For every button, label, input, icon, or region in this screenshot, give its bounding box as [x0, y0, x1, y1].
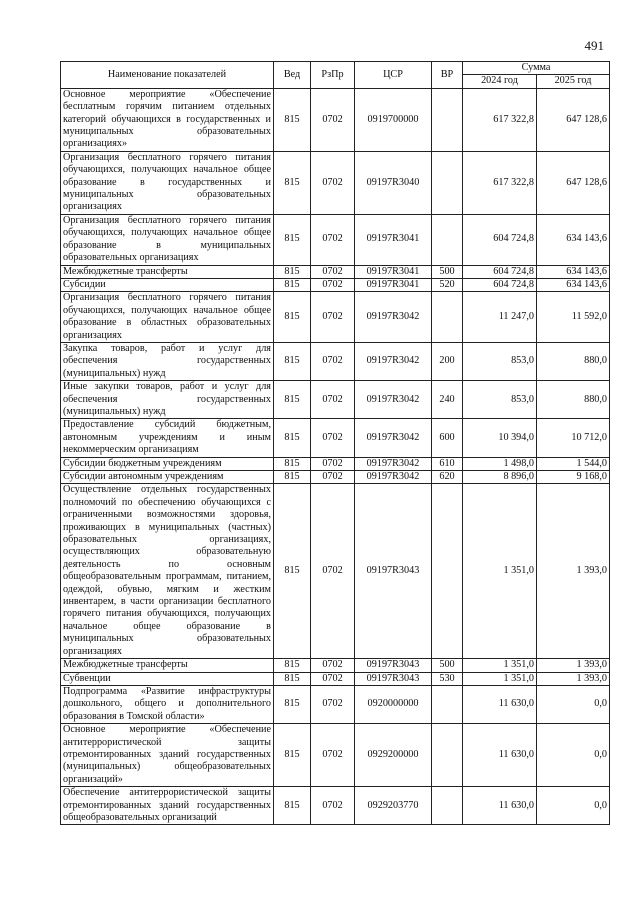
budget-table [60, 61, 610, 825]
cell-name: Организация бесплатного горячего питания обучающихся, получающих начальное общее образование в государственных и муниципальных образовательных организациях [61, 151, 274, 214]
cell-vr [432, 484, 463, 659]
cell-csr: 09197R3042 [355, 471, 432, 484]
cell-y2024: 853,0 [463, 381, 537, 419]
table-row [61, 88, 610, 151]
header-csr: ЦСР [355, 62, 432, 89]
cell-ved: 815 [274, 214, 311, 265]
cell-y2025: 647 128,6 [537, 151, 610, 214]
cell-ved: 815 [274, 342, 311, 380]
cell-rzpr: 0702 [311, 659, 355, 672]
cell-y2025: 634 143,6 [537, 265, 610, 278]
cell-name: Субсидии бюджетным учреждениям [61, 457, 274, 470]
cell-rzpr: 0702 [311, 278, 355, 291]
cell-y2025: 0,0 [537, 685, 610, 723]
cell-rzpr: 0702 [311, 457, 355, 470]
cell-rzpr: 0702 [311, 724, 355, 787]
header-year-2025: 2025 год [537, 75, 610, 88]
cell-y2025: 647 128,6 [537, 88, 610, 151]
cell-csr: 09197R3040 [355, 151, 432, 214]
cell-vr [432, 88, 463, 151]
cell-y2024: 617 322,8 [463, 151, 537, 214]
cell-y2024: 1 351,0 [463, 659, 537, 672]
cell-y2025: 10 712,0 [537, 419, 610, 457]
table-row [61, 457, 610, 470]
cell-y2024: 604 724,8 [463, 278, 537, 291]
cell-ved: 815 [274, 457, 311, 470]
cell-vr: 200 [432, 342, 463, 380]
cell-y2025: 1 393,0 [537, 672, 610, 685]
cell-ved: 815 [274, 724, 311, 787]
table-row [61, 672, 610, 685]
cell-vr [432, 724, 463, 787]
header-vr: ВР [432, 62, 463, 89]
cell-y2025: 880,0 [537, 381, 610, 419]
cell-csr: 09197R3041 [355, 214, 432, 265]
cell-ved: 815 [274, 419, 311, 457]
table-row [61, 484, 610, 659]
cell-name: Закупка товаров, работ и услуг для обеспечения государственных (муниципальных) нужд [61, 342, 274, 380]
cell-y2025: 880,0 [537, 342, 610, 380]
cell-y2024: 11 630,0 [463, 724, 537, 787]
table-row [61, 787, 610, 825]
cell-rzpr: 0702 [311, 88, 355, 151]
cell-csr: 09197R3042 [355, 419, 432, 457]
cell-name: Субсидии [61, 278, 274, 291]
cell-ved: 815 [274, 381, 311, 419]
cell-y2025: 11 592,0 [537, 292, 610, 343]
cell-y2024: 1 351,0 [463, 672, 537, 685]
cell-y2024: 11 630,0 [463, 787, 537, 825]
cell-name: Осуществление отдельных государственных полномочий по обеспечению обучающихся с ограниченными возможностями здоровья, проживающих в муниципальных (частных) образовательных организациях, осуществляющих образовательную деятельность по основным общеобразовательным программам, питанием, одеждой, обувью, мягким и жестким инвентарем, в части организации бесплатного горячего питания обучающихся, получающих начальное общее образование в муниципальных образовательных организациях [61, 484, 274, 659]
cell-y2025: 0,0 [537, 787, 610, 825]
table-row [61, 685, 610, 723]
cell-y2024: 617 322,8 [463, 88, 537, 151]
cell-y2024: 1 351,0 [463, 484, 537, 659]
cell-name: Субвенции [61, 672, 274, 685]
cell-name: Предоставление субсидий бюджетным, автономным учреждениям и иным некоммерческим организациям [61, 419, 274, 457]
cell-ved: 815 [274, 484, 311, 659]
header-rzpr: РзПр [311, 62, 355, 89]
cell-rzpr: 0702 [311, 214, 355, 265]
cell-rzpr: 0702 [311, 292, 355, 343]
cell-rzpr: 0702 [311, 471, 355, 484]
cell-csr: 0919700000 [355, 88, 432, 151]
table-row [61, 659, 610, 672]
cell-ved: 815 [274, 672, 311, 685]
cell-y2025: 1 393,0 [537, 484, 610, 659]
cell-y2024: 604 724,8 [463, 265, 537, 278]
cell-ved: 815 [274, 278, 311, 291]
cell-y2024: 1 498,0 [463, 457, 537, 470]
cell-vr [432, 292, 463, 343]
cell-y2025: 634 143,6 [537, 214, 610, 265]
cell-vr: 240 [432, 381, 463, 419]
cell-csr: 09197R3042 [355, 457, 432, 470]
cell-ved: 815 [274, 292, 311, 343]
cell-ved: 815 [274, 685, 311, 723]
cell-csr: 09197R3042 [355, 342, 432, 380]
cell-name: Основное мероприятие «Обеспечение бесплатным горячим питанием отдельных категорий обучающихся в государственных и муниципальных образовательных организациях» [61, 88, 274, 151]
cell-name: Межбюджетные трансферты [61, 265, 274, 278]
table-row [61, 381, 610, 419]
header-sum: Сумма [463, 62, 610, 75]
cell-csr: 09197R3043 [355, 659, 432, 672]
table-row [61, 292, 610, 343]
cell-rzpr: 0702 [311, 672, 355, 685]
cell-vr: 530 [432, 672, 463, 685]
cell-rzpr: 0702 [311, 342, 355, 380]
table-row [61, 419, 610, 457]
cell-y2025: 634 143,6 [537, 278, 610, 291]
table-row [61, 214, 610, 265]
table-row [61, 471, 610, 484]
cell-vr: 620 [432, 471, 463, 484]
cell-name: Межбюджетные трансферты [61, 659, 274, 672]
cell-name: Организация бесплатного горячего питания обучающихся, получающих начальное общее образование в муниципальных образовательных организациях [61, 214, 274, 265]
cell-y2025: 1 393,0 [537, 659, 610, 672]
cell-vr [432, 685, 463, 723]
cell-csr: 09197R3041 [355, 278, 432, 291]
cell-vr: 520 [432, 278, 463, 291]
cell-y2025: 0,0 [537, 724, 610, 787]
cell-csr: 0929203770 [355, 787, 432, 825]
cell-ved: 815 [274, 787, 311, 825]
cell-rzpr: 0702 [311, 787, 355, 825]
cell-y2024: 11 630,0 [463, 685, 537, 723]
cell-csr: 09197R3042 [355, 381, 432, 419]
cell-csr: 09197R3041 [355, 265, 432, 278]
cell-vr [432, 151, 463, 214]
cell-vr: 610 [432, 457, 463, 470]
cell-vr [432, 787, 463, 825]
cell-rzpr: 0702 [311, 685, 355, 723]
cell-vr: 600 [432, 419, 463, 457]
cell-rzpr: 0702 [311, 381, 355, 419]
cell-y2024: 11 247,0 [463, 292, 537, 343]
cell-y2024: 604 724,8 [463, 214, 537, 265]
cell-csr: 09197R3043 [355, 672, 432, 685]
cell-name: Субсидии автономным учреждениям [61, 471, 274, 484]
header-name: Наименование показателей [61, 62, 274, 89]
cell-csr: 09197R3043 [355, 484, 432, 659]
page-number: 491 [584, 38, 604, 53]
cell-csr: 09197R3042 [355, 292, 432, 343]
cell-vr: 500 [432, 265, 463, 278]
cell-ved: 815 [274, 151, 311, 214]
cell-vr: 500 [432, 659, 463, 672]
cell-y2024: 853,0 [463, 342, 537, 380]
cell-name: Иные закупки товаров, работ и услуг для обеспечения государственных (муниципальных) нужд [61, 381, 274, 419]
cell-vr [432, 214, 463, 265]
table-row [61, 278, 610, 291]
cell-y2025: 1 544,0 [537, 457, 610, 470]
cell-ved: 815 [274, 88, 311, 151]
cell-rzpr: 0702 [311, 484, 355, 659]
cell-csr: 0920000000 [355, 685, 432, 723]
cell-rzpr: 0702 [311, 419, 355, 457]
table-row [61, 151, 610, 214]
cell-ved: 815 [274, 471, 311, 484]
cell-name: Основное мероприятие «Обеспечение антитеррористической защиты отремонтированных зданий государственных (муниципальных) общеобразовательных организаций» [61, 724, 274, 787]
cell-rzpr: 0702 [311, 151, 355, 214]
cell-ved: 815 [274, 659, 311, 672]
table-row [61, 724, 610, 787]
cell-name: Организация бесплатного горячего питания обучающихся, получающих начальное общее образование в областных образовательных организациях [61, 292, 274, 343]
cell-y2025: 9 168,0 [537, 471, 610, 484]
header-year-2024: 2024 год [463, 75, 537, 88]
table-row [61, 342, 610, 380]
cell-name: Подпрограмма «Развитие инфраструктуры дошкольного, общего и дополнительного образования в Томской области» [61, 685, 274, 723]
header-ved: Вед [274, 62, 311, 89]
cell-ved: 815 [274, 265, 311, 278]
table-row [61, 265, 610, 278]
cell-y2024: 10 394,0 [463, 419, 537, 457]
cell-y2024: 8 896,0 [463, 471, 537, 484]
cell-csr: 0929200000 [355, 724, 432, 787]
cell-name: Обеспечение антитеррористической защиты отремонтированных зданий государственных общеобразовательных организаций [61, 787, 274, 825]
cell-rzpr: 0702 [311, 265, 355, 278]
